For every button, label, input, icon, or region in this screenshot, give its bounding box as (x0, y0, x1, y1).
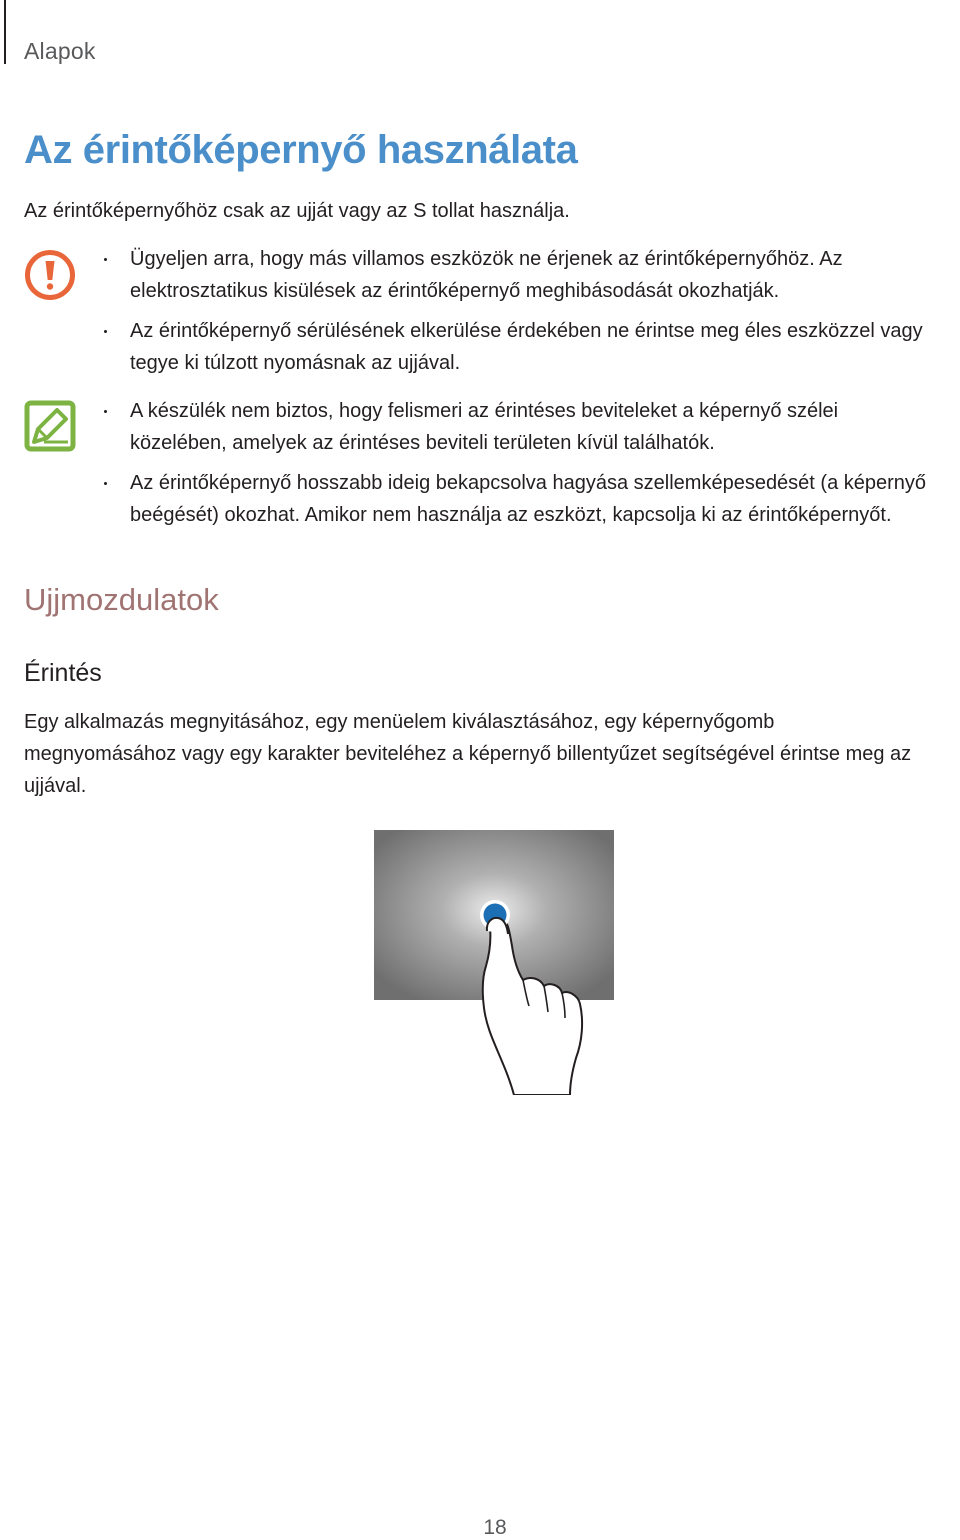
note-list (102, 395, 960, 539)
caution-list (102, 243, 960, 387)
page-title: Az érintőképernyő használata (24, 128, 578, 172)
tap-gesture-illustration (374, 830, 614, 1095)
caution-line: Az érintőképernyő sérülésének elkerülése érdekében ne érintse meg éles eszközzel vagy (130, 320, 923, 342)
body-line: Egy alkalmazás megnyitásához, egy menüelem kiválasztásához, egy képernyőgomb (24, 711, 775, 733)
subsection-heading: Érintés (24, 659, 102, 687)
section-heading: Ujjmozdulatok (24, 582, 219, 617)
caution-line: elektrosztatikus kisülések az érintőképernyő meghibásodását okozhatják. (130, 280, 780, 302)
note-line: közelében, amelyek az érintéses beviteli területen kívül találhatók. (130, 432, 715, 454)
exclamation-circle-icon (24, 249, 76, 301)
note-line: A készülék nem biztos, hogy felismeri az érintéses beviteleket a képernyő szélei (130, 400, 839, 422)
note-line: Az érintőképernyő hosszabb ideig bekapcsolva hagyása szellemképesedését (a képernyő (130, 472, 927, 494)
running-header: Alapok (24, 38, 96, 64)
caution-item (102, 243, 960, 307)
pen-note-icon (24, 400, 76, 452)
caution-line: tegye ki túlzott nyomásnak az ujjával. (130, 352, 461, 374)
note-item (102, 395, 960, 459)
page-number: 18 (483, 1516, 507, 1539)
caution-item (102, 315, 960, 379)
body-line: ujjával. (24, 775, 87, 797)
intro-text: Az érintőképernyőhöz csak az ujját vagy az S tollat használja. (24, 200, 570, 222)
body-line: megnyomásához vagy egy karakter beviteléhez a képernyő billentyűzet segítségével érintse meg az (24, 743, 912, 765)
tap-description (24, 706, 960, 802)
margin-rule (4, 0, 6, 64)
caution-line: Ügyeljen arra, hogy más villamos eszközök ne érjenek az érintőképernyőhöz. Az (130, 248, 843, 270)
note-item (102, 467, 960, 531)
note-line: beégését) okozhat. Amikor nem használja az eszközt, kapcsolja ki az érintőképernyőt. (130, 504, 892, 526)
